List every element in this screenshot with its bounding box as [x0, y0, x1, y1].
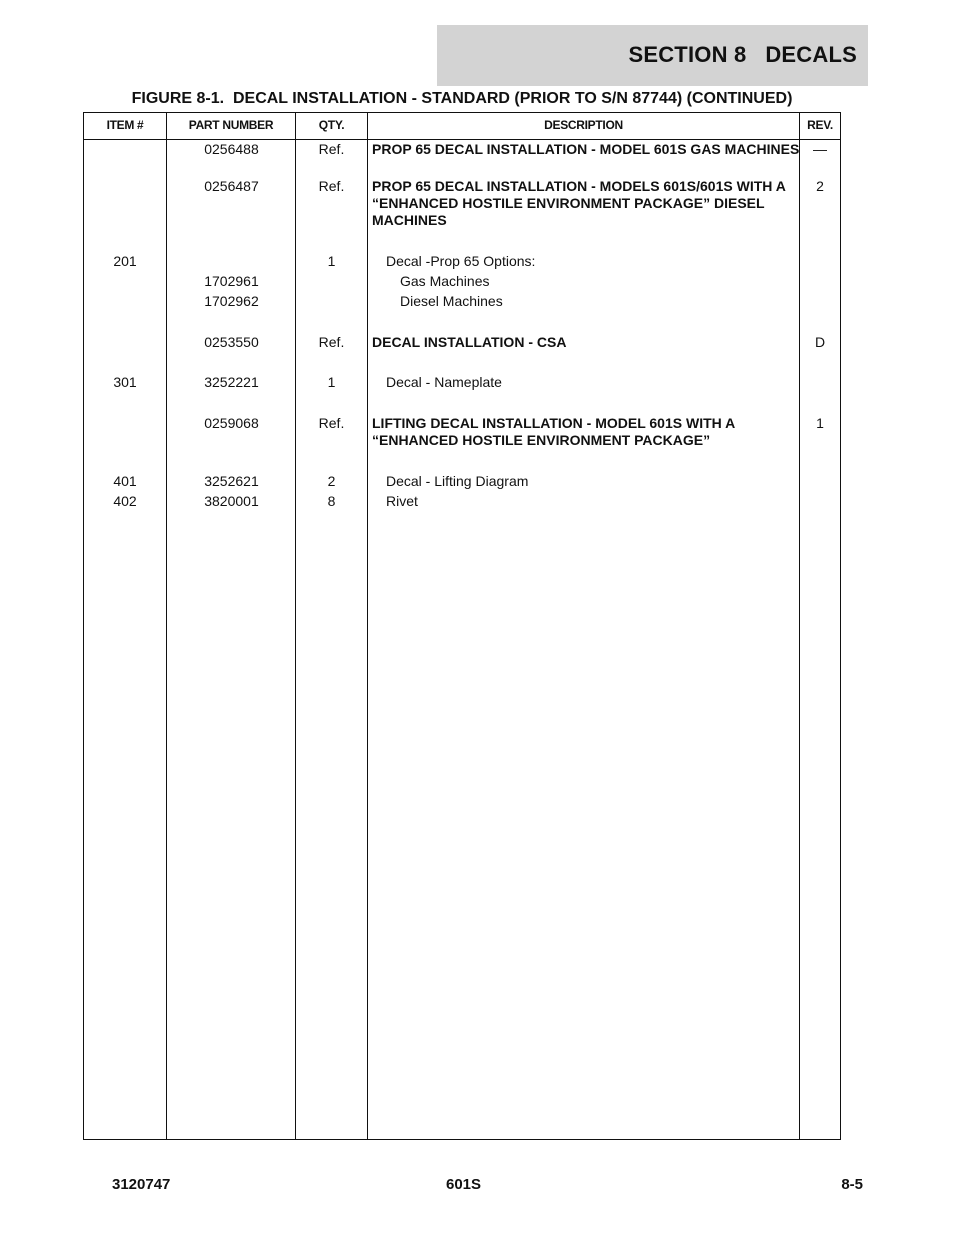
qty-cell: Ref.: [318, 334, 345, 350]
part-number-cell: 3252621: [204, 473, 259, 489]
column-divider: [166, 113, 167, 1139]
qty-cell: Ref.: [318, 178, 345, 194]
section-header-band: [437, 25, 868, 86]
qty-cell: Ref.: [318, 141, 345, 157]
part-number-cell: 0259068: [204, 415, 259, 431]
section-title: SECTION 8 DECALS: [628, 42, 857, 67]
description-cell: Rivet: [386, 493, 418, 509]
description-cell: Decal - Nameplate: [386, 374, 502, 390]
item-number-cell: 402: [113, 493, 137, 509]
description-cell: PROP 65 DECAL INSTALLATION - MODEL 601S GAS MACHINES: [372, 141, 800, 157]
column-header-qty: QTY.: [318, 118, 345, 132]
part-number-cell: 1702961: [204, 273, 259, 289]
item-number-cell: 401: [113, 473, 137, 489]
column-header-rev: REV.: [807, 118, 833, 132]
part-number-cell: 3252221: [204, 374, 259, 390]
footer-model: 601S: [446, 1176, 482, 1193]
rev-cell: —: [813, 141, 827, 157]
description-cell: LIFTING DECAL INSTALLATION - MODEL 601S WITH A “ENHANCED HOSTILE ENVIRONMENT PACKAGE”: [372, 415, 735, 448]
qty-cell: 1: [327, 253, 336, 269]
description-cell: PROP 65 DECAL INSTALLATION - MODELS 601S/601S WITH A “ENHANCED HOSTILE ENVIRONMENT PACKAGE” DIESEL MACHINES: [372, 178, 786, 228]
qty-cell: 1: [327, 374, 336, 390]
qty-cell: Ref.: [318, 415, 345, 431]
rev-cell: D: [814, 334, 826, 350]
item-number-cell: 301: [113, 374, 137, 390]
column-header-description: DESCRIPTION: [544, 118, 623, 132]
column-divider: [367, 113, 368, 1139]
footer-doc-number: 3120747: [112, 1176, 171, 1193]
description-cell: Diesel Machines: [400, 293, 503, 309]
description-cell: DECAL INSTALLATION - CSA: [372, 334, 567, 350]
description-cell: Gas Machines: [400, 273, 490, 289]
footer-page-number: 8-5: [841, 1176, 863, 1193]
part-number-cell: 1702962: [204, 293, 259, 309]
part-number-cell: 0256488: [204, 141, 259, 157]
part-number-cell: 0256487: [204, 178, 259, 194]
item-number-cell: 201: [113, 253, 137, 269]
column-header-item: ITEM #: [106, 118, 144, 132]
parts-table: [83, 112, 841, 1140]
description-cell: Decal -Prop 65 Options:: [386, 253, 536, 269]
qty-cell: 2: [327, 473, 336, 489]
column-header-part-number: PART NUMBER: [188, 118, 274, 132]
part-number-cell: 3820001: [204, 493, 259, 509]
description-cell: Decal - Lifting Diagram: [386, 473, 529, 489]
rev-cell: 1: [816, 415, 824, 431]
header-divider: [84, 139, 840, 140]
qty-cell: 8: [327, 493, 336, 509]
figure-title: FIGURE 8-1. DECAL INSTALLATION - STANDARD (PRIOR TO S/N 87744) (CONTINUED): [131, 90, 793, 107]
part-number-cell: 0253550: [204, 334, 259, 350]
rev-cell: 2: [816, 178, 824, 194]
